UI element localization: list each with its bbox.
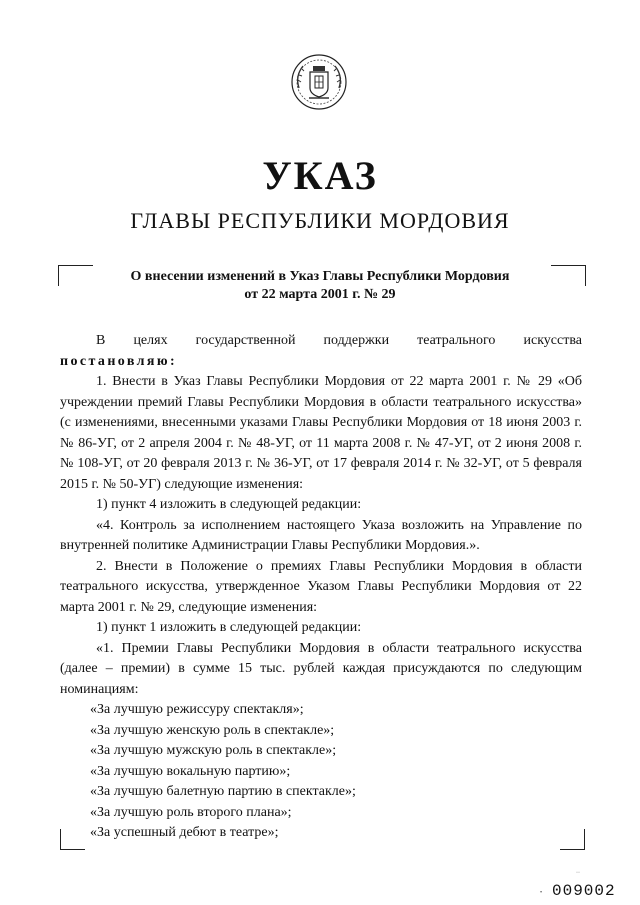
nomination-item: «За лучшую балетную партию в спектакле»; — [90, 784, 356, 799]
item-1-subitem: 1) пункт 4 изложить в следующей редакции: — [96, 497, 362, 512]
decree-heading — [90, 268, 550, 304]
nomination-item: «За лучшую мужскую роль в спектакле»; — [90, 743, 337, 758]
heading-line-2: от 22 марта 2001 г. № 29 — [244, 287, 396, 302]
page-subtitle: ГЛАВЫ РЕСПУБЛИКИ МОРДОВИЯ — [130, 208, 510, 233]
decree-body — [60, 331, 582, 844]
scan-mark: ·· — [576, 870, 580, 876]
page-title: УКАЗ — [262, 153, 378, 198]
item-1-paragraph: 1. Внести в Указ Главы Республики Мордовия от 22 марта 2001 г. № 29 «Об учреждении премий Главы Республики Мордовия в области театрального искусства» (с изменениями, внесенными указами Главы Республики Мордовия от 18 июня 2003 г. № 86-УГ, от 2 апреля 2004 г. № 48-УГ, от 11 марта 2008 г. № 47-УГ, от 2 июня 2008 г. № 108-УГ, от 20 февраля 2013 г. № 36-УГ, от 17 февраля 2014 г. № 32-УГ, от 5 февраля 2015 г. № 50-УГ) следующие изменения: — [60, 374, 582, 492]
corner-bracket-top-right — [551, 265, 586, 286]
nomination-item: «За лучшую женскую роль в спектакле»; — [90, 722, 335, 738]
item-2-subitem: 1) пункт 1 изложить в следующей редакции: — [96, 620, 362, 635]
decree-word: постановляю: — [60, 353, 178, 369]
coat-of-arms-icon — [289, 52, 349, 112]
nomination-item: «За успешный дебют в театре»; — [90, 825, 279, 840]
heading-line-1: О внесении изменений в Указ Главы Республики Мордовия — [130, 269, 510, 284]
nomination-item: «За лучшую роль второго плана»; — [90, 804, 292, 820]
page-number: 009002 — [552, 882, 616, 900]
intro-paragraph: В целях государственной поддержки театрального искусства — [96, 333, 582, 348]
nomination-item: «За лучшую вокальную партию»; — [90, 763, 291, 779]
nomination-item: «За лучшую режиссуру спектакля»; — [90, 702, 304, 717]
item-2-paragraph: 2. Внести в Положение о премиях Главы Республики Мордовия в области театрального искусства, утвержденное Указом Главы Республики Мордовия от 22 марта 2001 г. № 29, следующие изменения: — [60, 558, 582, 615]
corner-bracket-top-left — [58, 265, 93, 286]
item-1-quote: «4. Контроль за исполнением настоящего Указа возложить на Управление по внутренней политике Администрации Главы Республики Мордовия.». — [60, 517, 582, 553]
scan-mark: • — [540, 890, 543, 896]
item-2-quote: «1. Премии Главы Республики Мордовия в области театрального искусства (далее – премии) в сумме 15 тыс. рублей каждая присуждаются по следующим номинациям: — [60, 640, 582, 697]
